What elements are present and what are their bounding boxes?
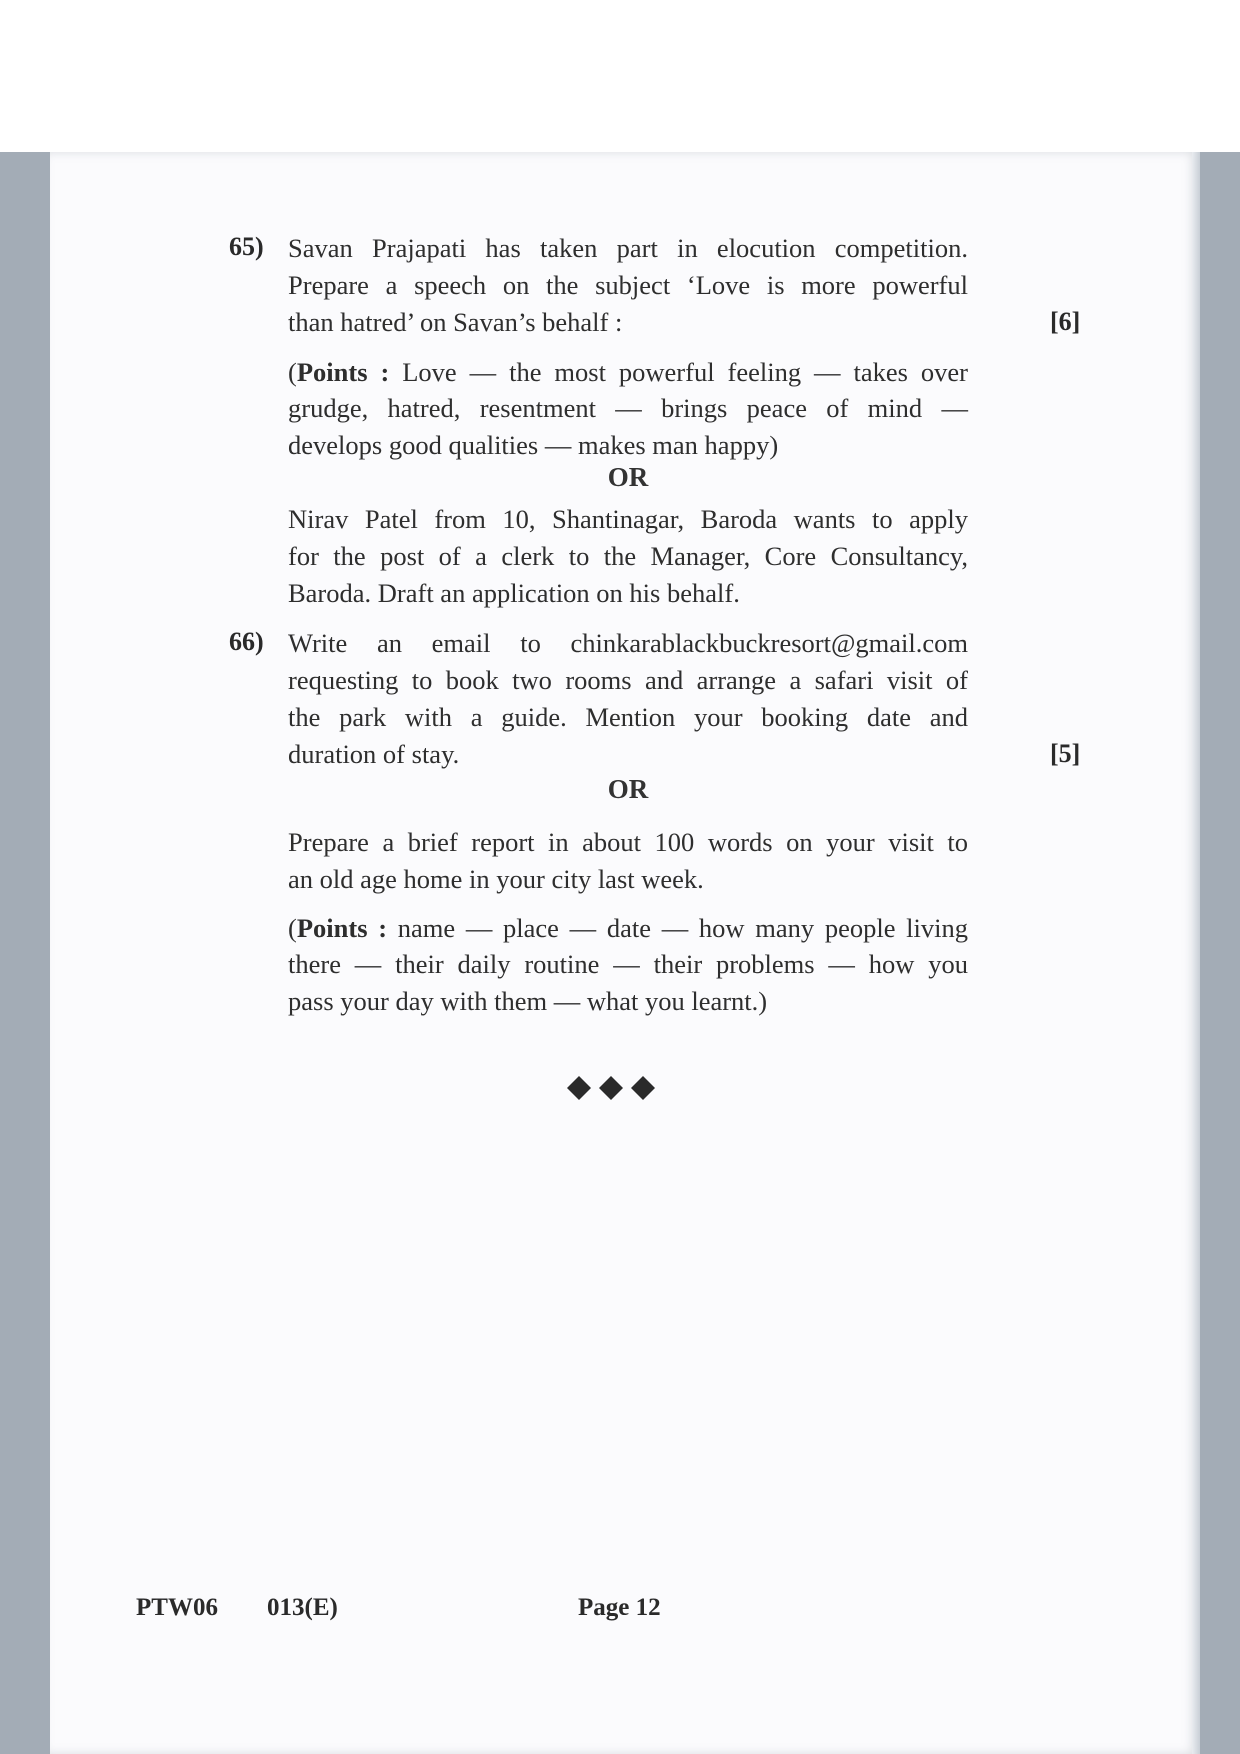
q66-points-text-1: name — place — date — how many people living: [387, 913, 968, 943]
q66-line-1: Write an email to chinkarablackbuckresort@gmail.com: [288, 628, 968, 658]
q65-points-text-1: Love — the most powerful feeling — takes over: [389, 357, 968, 387]
q66-line-3: the park with a guide. Mention your booking date and: [288, 702, 968, 732]
footer-subject-code: 013(E): [267, 1594, 338, 1621]
q66-marks: [5]: [1050, 739, 1081, 768]
question-66-number: 66): [229, 627, 264, 656]
three-diamonds-icon: [565, 1068, 657, 1108]
q66-line-2: requesting to book two rooms and arrange a safari visit of: [288, 665, 968, 695]
q66-points-line-2: there — their daily routine — their problems — how you: [288, 949, 968, 979]
q65-line-1: Savan Prajapati has taken part in elocution competition.: [288, 233, 968, 263]
q66-alt-line-2: an old age home in your city last week.: [288, 864, 704, 894]
q65-points-line-1: [288, 354, 968, 391]
question-65-number: 65): [229, 232, 264, 261]
q65-points-line-2: grudge, hatred, resentment — brings peace of mind —: [288, 393, 968, 423]
q65-points-open: (: [288, 357, 297, 387]
q66-points-open: (: [288, 913, 297, 943]
q66-points-line-1: [288, 910, 968, 947]
q65-marks: [6]: [1050, 307, 1081, 336]
q65-or-label: OR: [607, 462, 649, 492]
q65-points-label: Points :: [296, 357, 390, 387]
q66-line-4: duration of stay.: [288, 739, 460, 769]
footer-page-number: Page 12: [578, 1594, 661, 1621]
q66-or-label: OR: [607, 774, 649, 804]
footer-code: PTW06: [136, 1594, 218, 1621]
q66-points-line-3: pass your day with them — what you learnt.): [288, 986, 768, 1016]
q65-alt-line-2: for the post of a clerk to the Manager, Core Consultancy,: [288, 541, 968, 571]
q65-line-3: than hatred’ on Savan’s behalf :: [288, 307, 623, 337]
q66-alt-line-1: Prepare a brief report in about 100 words on your visit to: [288, 827, 968, 857]
q65-alt-line-3: Baroda. Draft an application on his behalf.: [288, 578, 740, 608]
q66-points-label: Points :: [296, 913, 388, 943]
q65-alt-line-1: Nirav Patel from 10, Shantinagar, Baroda wants to apply: [288, 504, 968, 534]
q65-line-2: Prepare a speech on the subject ‘Love is more powerful: [288, 270, 968, 300]
q65-points-line-3: develops good qualities — makes man happy): [288, 430, 779, 460]
paper-edge: [1192, 152, 1200, 1754]
